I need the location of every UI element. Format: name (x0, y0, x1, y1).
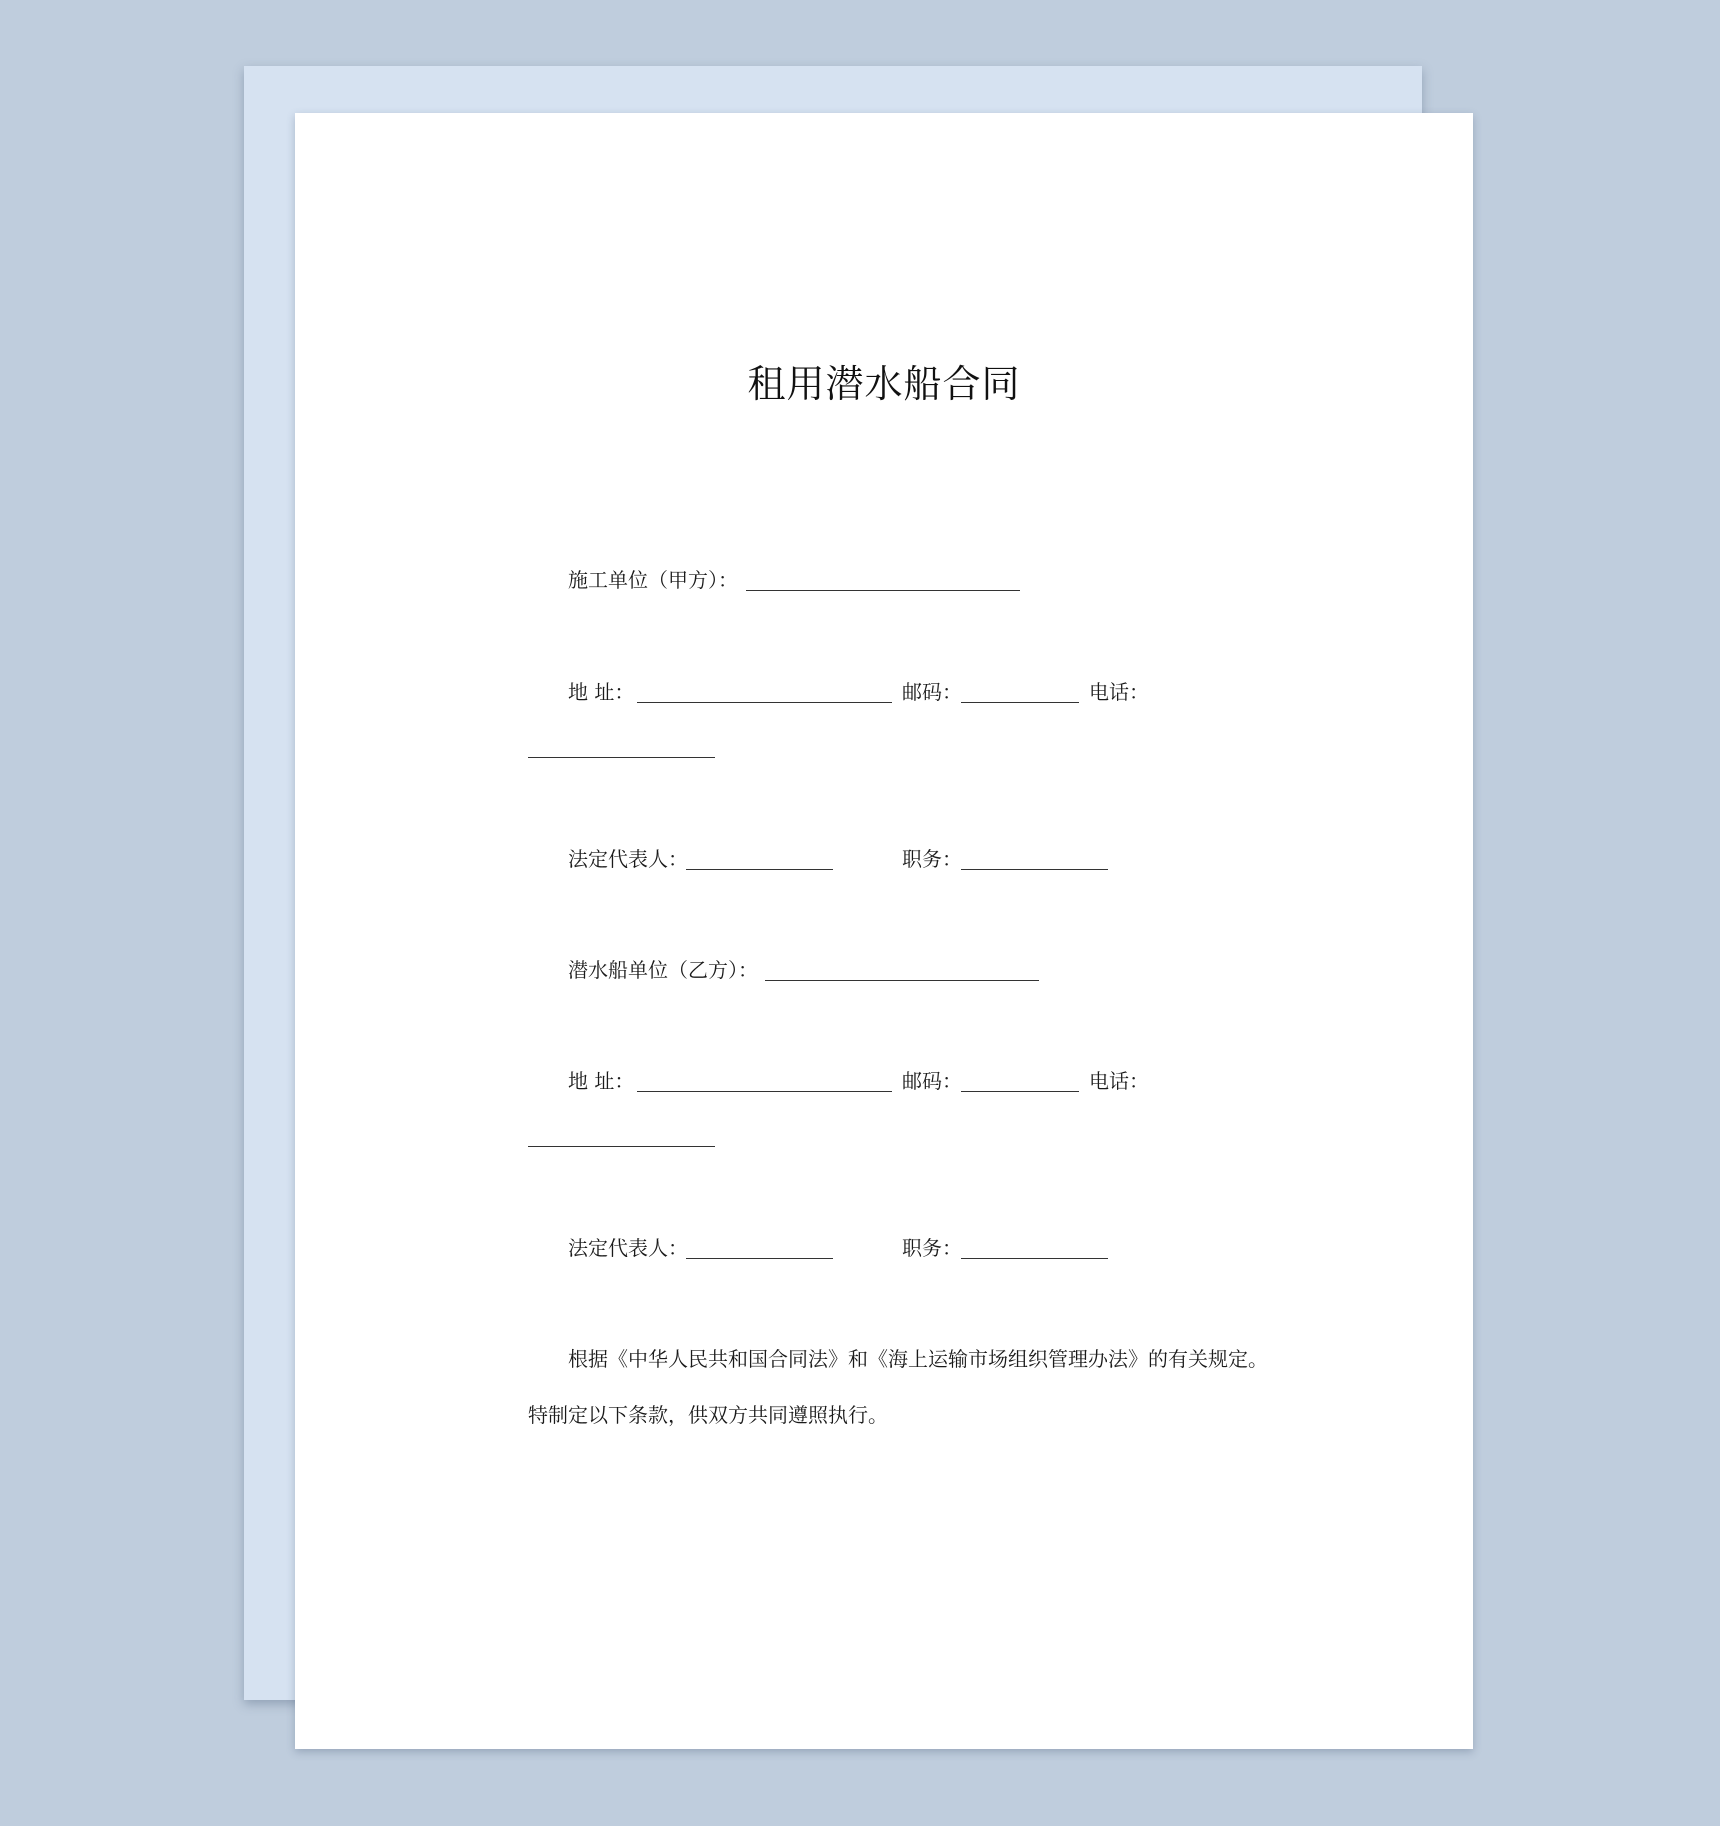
preamble-line-2: 特制定以下条款，供双方共同遵照执行。 (528, 1403, 888, 1427)
party-b-position-label: 职务： (902, 1236, 962, 1260)
party-a-position-label: 职务： (902, 847, 962, 871)
party-b-legal-rep-blank[interactable] (686, 1258, 833, 1259)
party-b-position-blank[interactable] (961, 1258, 1108, 1259)
party-b-address-blank[interactable] (637, 1091, 892, 1092)
party-b-legal-rep-label: 法定代表人： (568, 1236, 688, 1260)
party-b-postcode-label: 邮码： (902, 1069, 962, 1093)
party-a-address-blank[interactable] (637, 702, 892, 703)
document-title: 租用潜水船合同 (747, 362, 1021, 406)
party-a-address-label: 地 址： (568, 680, 635, 704)
party-a-position-blank[interactable] (961, 869, 1108, 870)
party-a-phone-blank[interactable] (528, 757, 715, 758)
party-a-unit-blank[interactable] (746, 590, 1020, 591)
party-a-postcode-label: 邮码： (902, 680, 962, 704)
party-a-unit-label: 施工单位（甲方）： (568, 568, 738, 592)
party-a-legal-rep-label: 法定代表人： (568, 847, 688, 871)
front-paper-sheet (295, 113, 1473, 1749)
party-a-phone-label: 电话： (1089, 680, 1149, 704)
party-a-postcode-blank[interactable] (961, 702, 1079, 703)
party-b-address-label: 地 址： (568, 1069, 635, 1093)
party-b-unit-label: 潜水船单位（乙方）： (568, 958, 758, 982)
party-b-unit-blank[interactable] (765, 980, 1039, 981)
party-b-phone-label: 电话： (1089, 1069, 1149, 1093)
party-b-postcode-blank[interactable] (961, 1091, 1079, 1092)
preamble-line-1: 根据《中华人民共和国合同法》和《海上运输市场组织管理办法》的有关规定。 (568, 1347, 1268, 1371)
party-a-legal-rep-blank[interactable] (686, 869, 833, 870)
party-b-phone-blank[interactable] (528, 1146, 715, 1147)
